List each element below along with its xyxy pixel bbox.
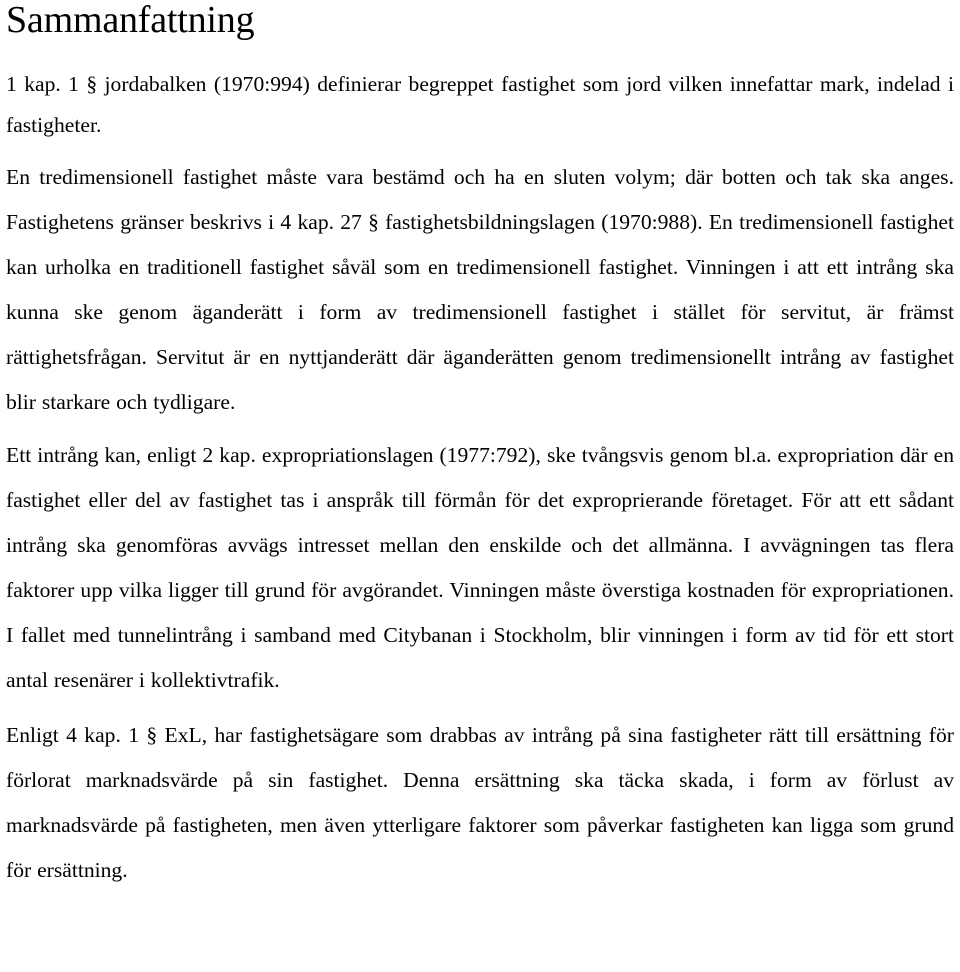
paragraph-1: 1 kap. 1 § jordabalken (1970:994) definierar begreppet fastighet som jord vilken innefattar mark, indelad i fastigheter. — [6, 72, 954, 137]
page-title: Sammanfattning — [6, 0, 255, 41]
paragraph-2: En tredimensionell fastighet måste vara bestämd och ha en sluten volym; där botten och tak ska anges. Fastighetens gränser beskrivs i 4 kap. 27 § fastighetsbildningslagen (1970:988). En tredimensionell fastighet kan urholka en traditionell fastighet såväl som en tredimensionell fastighet. Vinningen i att ett intrång ska kunna ske genom äganderätt i form av tredimensionell fastighet i stället för servitut, är främst rättighetsfrågan. Servitut är en nyttjanderätt där äganderätten genom tredimensionellt intrång av fastighet blir starkare och tydligare. — [6, 165, 954, 414]
paragraph-3: Ett intrång kan, enligt 2 kap. expropriationslagen (1977:792), ske tvångsvis genom bl.a. expropriation där en fastighet eller del av fastighet tas i anspråk till förmån för det exproprierande företaget. För att ett sådant intrång ska genomföras avvägs intresset mellan den enskilde och det allmänna. I avvägningen tas flera faktorer upp vilka ligger till grund för avgörandet. Vinningen måste överstiga kostnaden för expropriationen. I fallet med tunnelintrång i samband med Citybanan i Stockholm, blir vinningen i form av tid för ett stort antal resenärer i kollektivtrafik. — [6, 443, 954, 692]
paragraph-4: Enligt 4 kap. 1 § ExL, har fastighetsägare som drabbas av intrång på sina fastigheter rätt till ersättning för förlorat marknadsvärde på sin fastighet. Denna ersättning ska täcka skada, i form av förlust av marknadsvärde på fastigheten, men även ytterligare faktorer som påverkar fastigheten kan ligga som grund för ersättning. — [6, 723, 954, 882]
